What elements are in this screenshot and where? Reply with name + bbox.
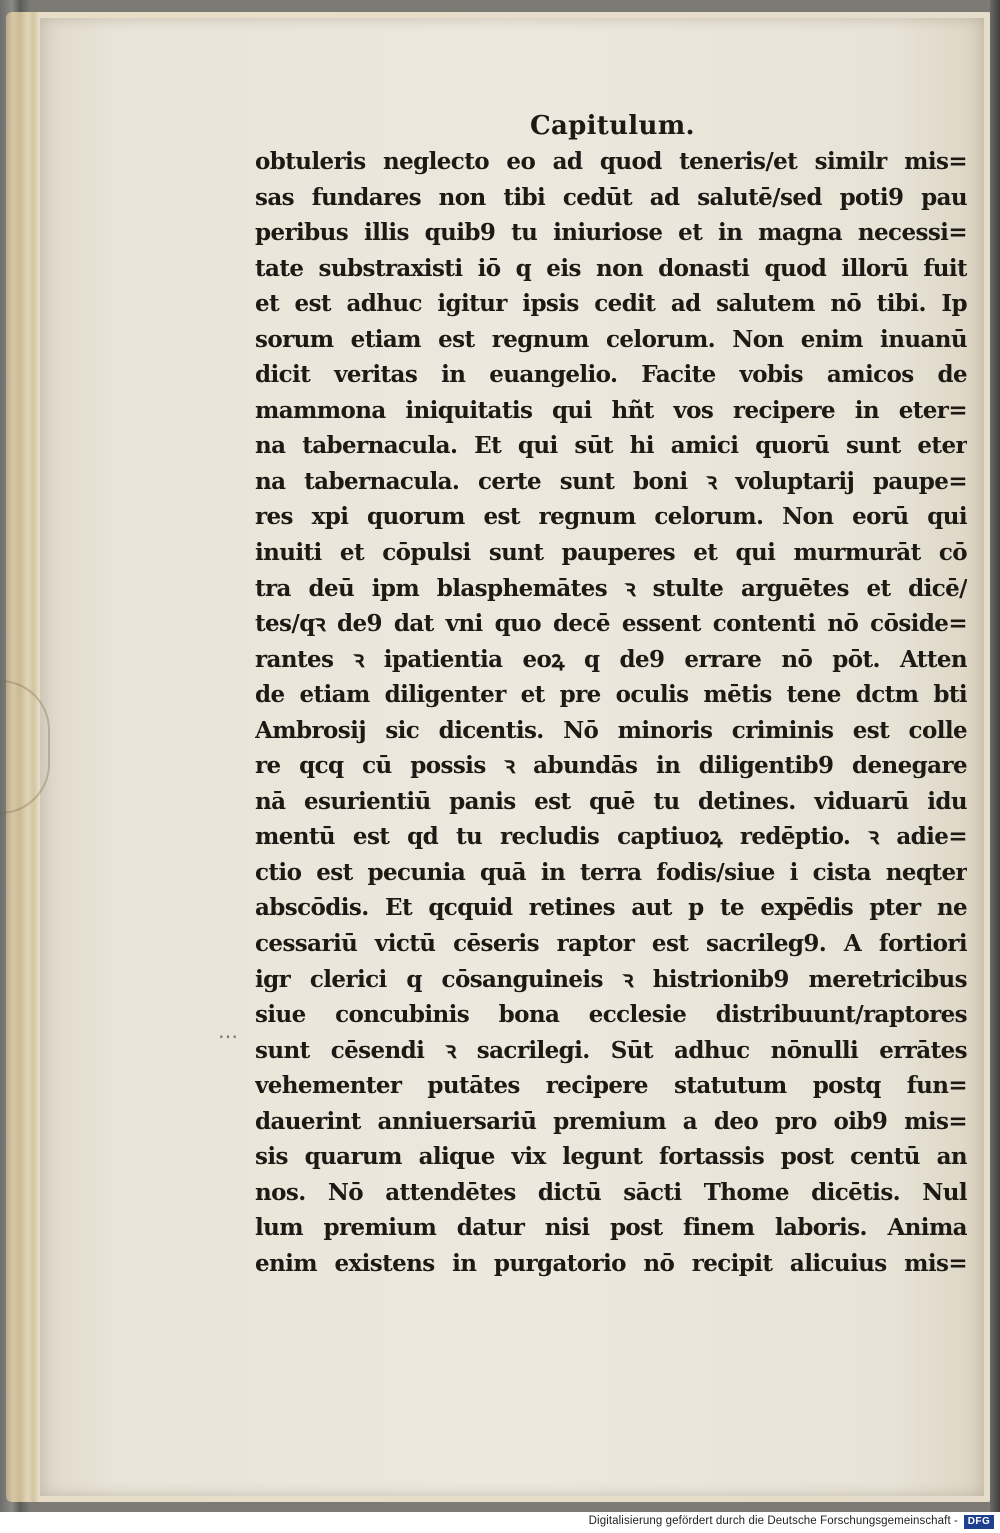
printed-text-block — [255, 108, 967, 1282]
text-line: ctio est pecunia quā in terra fodis/siue i cista neqter — [255, 858, 967, 886]
text-line: de etiam diligenter et pre oculis mētis tene dctm bti — [255, 681, 967, 709]
text-line: cessariū victū cēseris raptor est sacrileg9. A fortiori — [255, 930, 967, 958]
funding-credit: Digitalisierung gefördert durch die Deutsche Forschungsgemeinschaft - — [588, 1515, 958, 1527]
text-line: mammona iniquitatis qui hñt vos recipere in eter= — [255, 396, 967, 424]
dfg-logo: DFG — [964, 1515, 994, 1529]
text-line: sis quarum alique vix legunt fortassis post centū an — [255, 1143, 967, 1171]
text-line: igr clerici q cōsanguineis ꝛ histrionib9 meretricibus — [255, 965, 967, 993]
text-line: vehementer putātes recipere statutum postq fun= — [255, 1072, 967, 1100]
text-line: tes/qꝛ de9 dat vni quo decē essent contenti nō cōside= — [255, 610, 967, 638]
text-line: obtuleris neglecto eo ad quod teneris/et similr mis= — [255, 148, 967, 175]
text-line: sorum etiam est regnum celorum. Non enim inuanū — [255, 325, 967, 353]
text-line: re qcq cū possis ꝛ abundās in diligentib9 denegare — [255, 752, 967, 780]
text-line: nā esurientiū panis est quē tu detines. viduarū idu — [255, 787, 967, 815]
chapter-heading: Capitulum. — [530, 111, 695, 141]
text-line: sas fundares non tibi cedūt ad salutē/sed poti9 pau — [255, 183, 967, 211]
margin-mark: ⋯ — [218, 1024, 238, 1048]
text-line: et est adhuc igitur ipsis cedit ad salutem nō tibi. Ip — [255, 290, 967, 318]
text-line: tate substraxisti iō q eis non donasti quod illorū fuit — [255, 254, 967, 282]
text-line: Ambrosij sic dicentis. Nō minoris criminis est colle — [255, 716, 967, 744]
text-line: na tabernacula. certe sunt boni ꝛ voluptarij paupe= — [255, 467, 967, 495]
text-line: siue concubinis bona ecclesie distribuunt/raptores — [255, 1001, 967, 1029]
text-lines — [255, 144, 967, 1282]
text-line: na tabernacula. Et qui sūt hi amici quorū sunt eter — [255, 432, 967, 460]
text-line: sunt cēsendi ꝛ sacrilegi. Sūt adhuc nōnulli errātes — [255, 1036, 967, 1064]
text-line: abscōdis. Et qcquid retines aut p te expēdis pter ne — [255, 894, 967, 922]
text-line: rantes ꝛ ipatientia eoꝝ q de9 errare nō pōt. Atten — [255, 645, 967, 673]
text-line: peribus illis quib9 tu iniuriose et in magna necessi= — [255, 219, 967, 247]
text-line: nos. Nō attendētes dictū sācti Thome dicētis. Nul — [255, 1178, 967, 1206]
text-line: dauerint anniuersariū premium a deo pro oib9 mis= — [255, 1107, 967, 1135]
text-line: enim existens in purgatorio nō recipit alicuius mis= — [255, 1249, 967, 1277]
text-line: tra deū ipm blasphemātes ꝛ stulte arguētes et dicē/ — [255, 574, 967, 602]
text-line: res xpi quorum est regnum celorum. Non eorū qui — [255, 503, 967, 531]
text-line: inuiti et cōpulsi sunt pauperes et qui murmurāt cō — [255, 539, 967, 567]
text-line: lum premium datur nisi post finem laboris. Anima — [255, 1214, 967, 1242]
text-line: dicit veritas in euangelio. Facite vobis amicos de — [255, 361, 967, 389]
footer-bar — [0, 1512, 1000, 1533]
right-binding-edge — [990, 0, 1000, 1512]
text-line: mentū est qd tu recludis captiuoꝝ redēptio. ꝛ adie= — [255, 823, 967, 851]
